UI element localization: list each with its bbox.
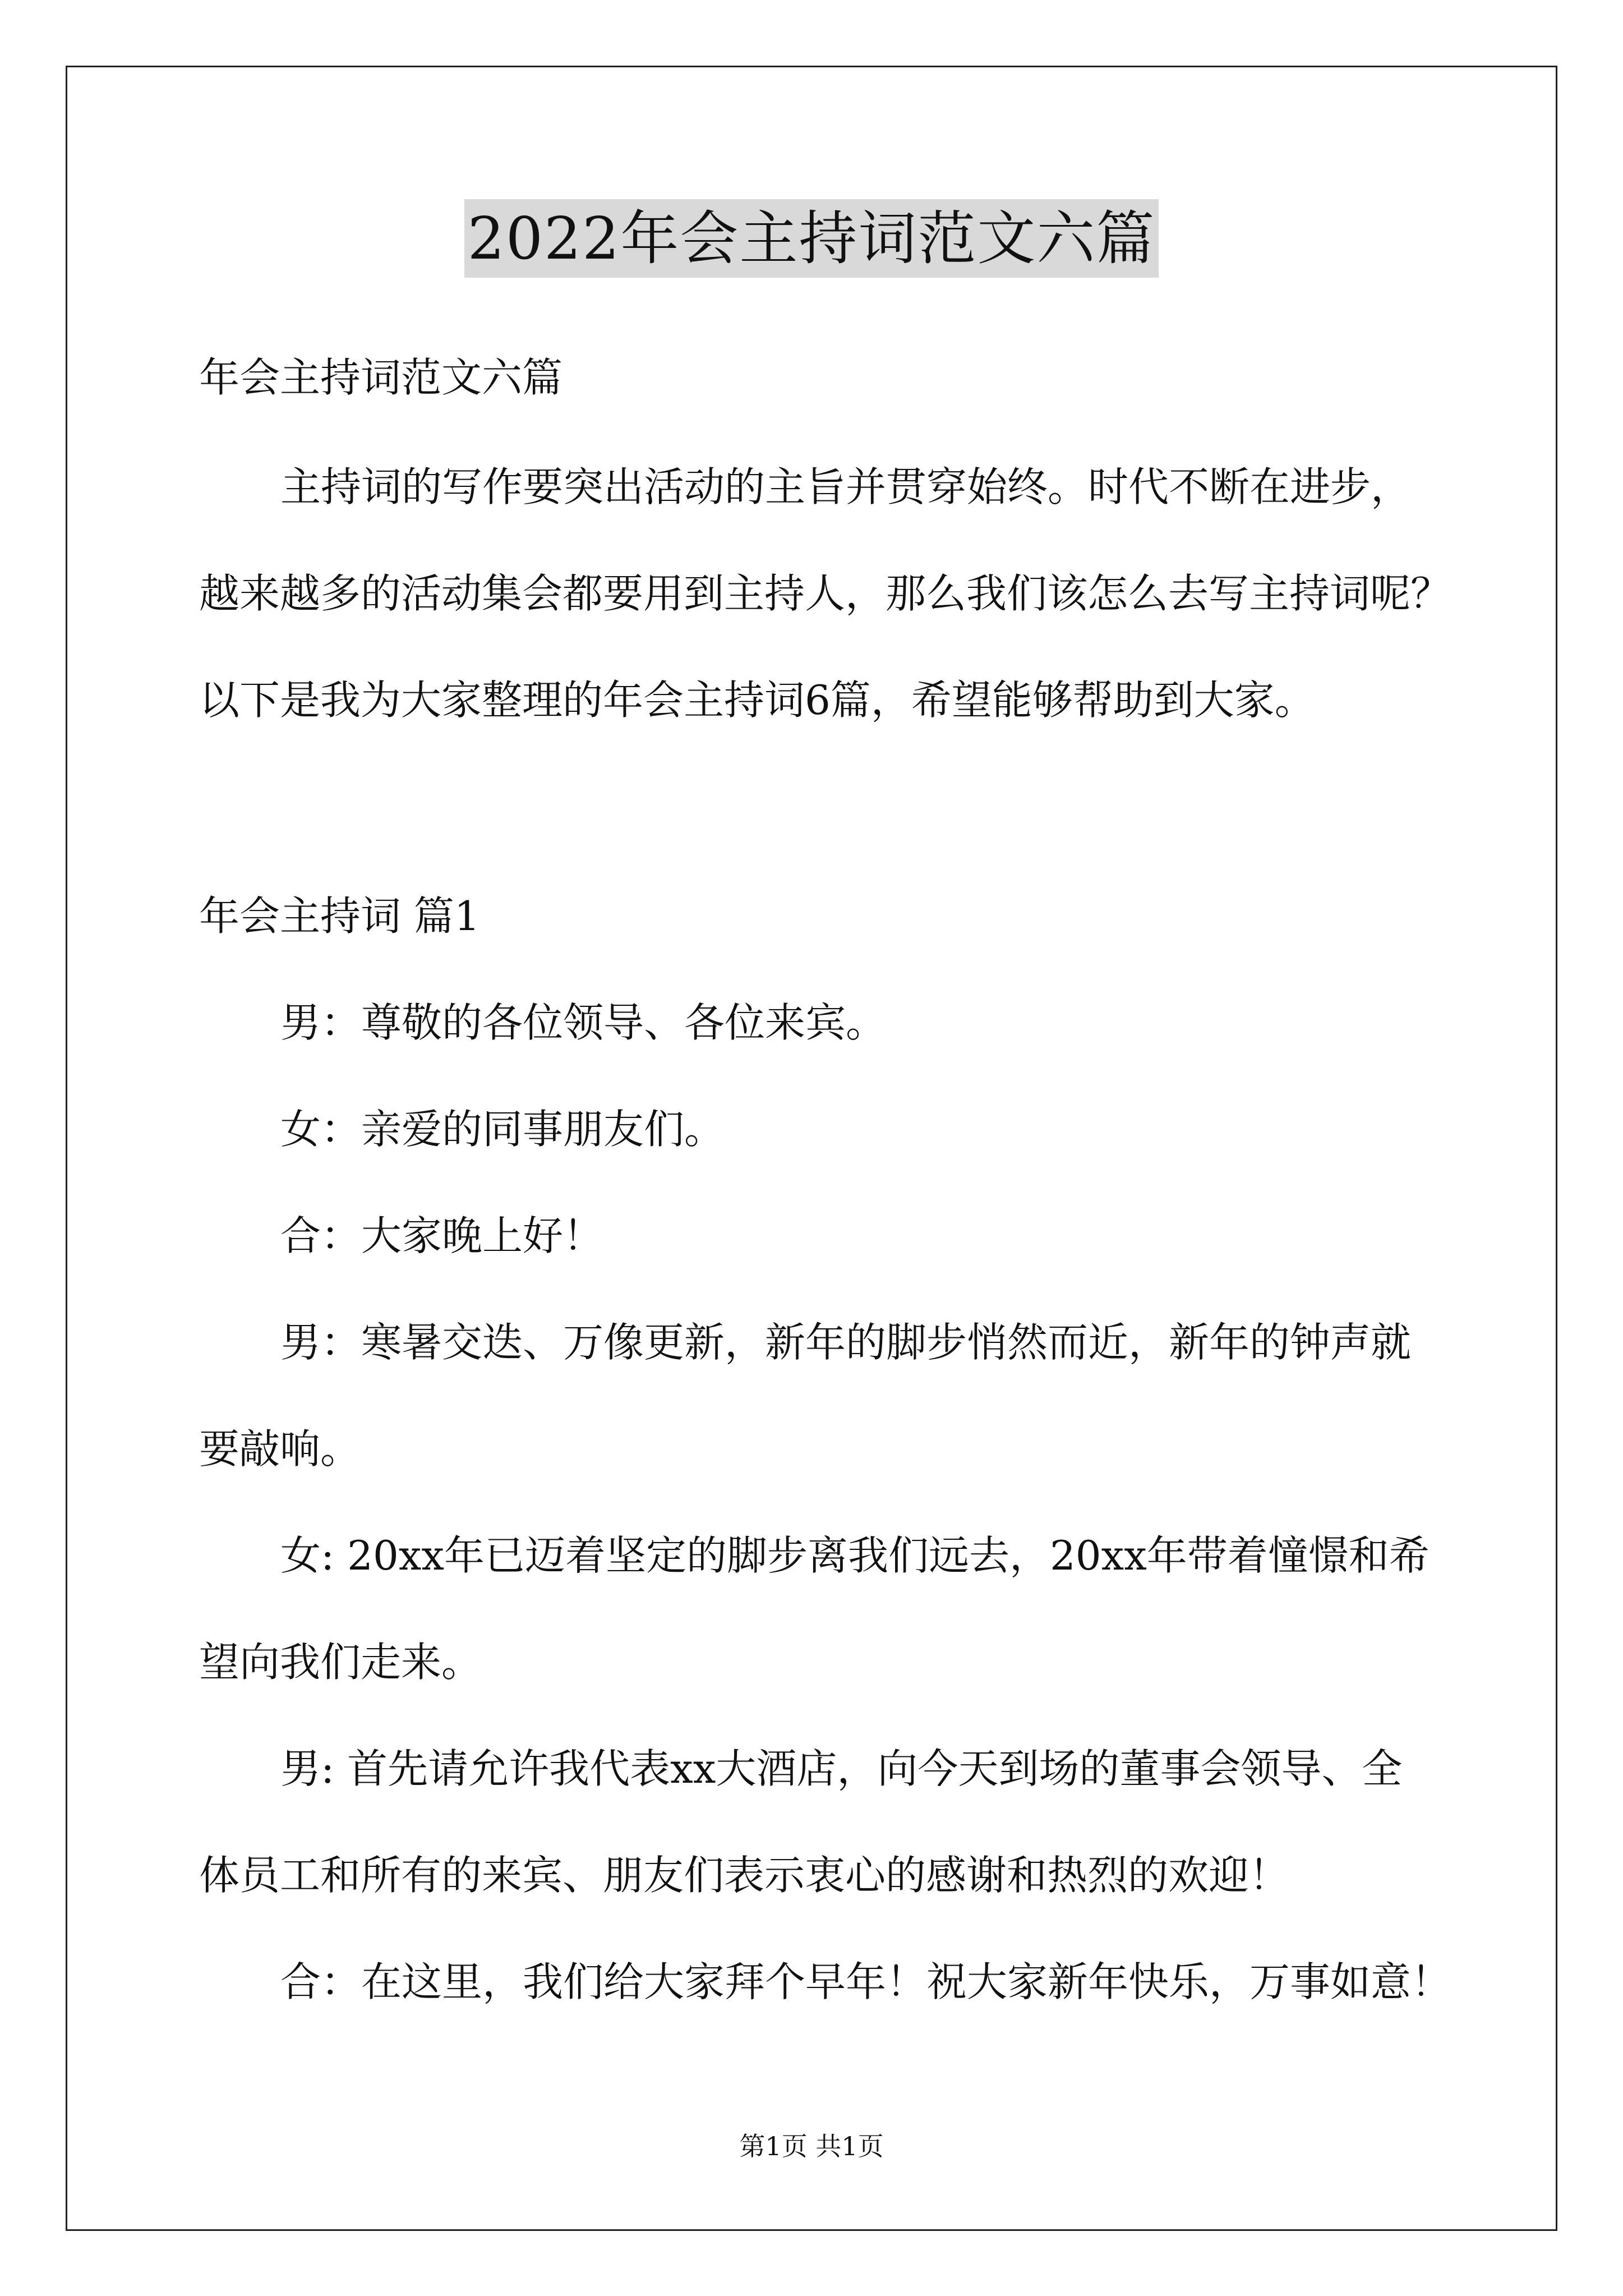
document-title: 2022年会主持词范文六篇 <box>464 199 1159 278</box>
dialogue-line: 合：在这里，我们给大家拜个早年！祝大家新年快乐，万事如意！ <box>280 1958 1452 2005</box>
intro-line-1: 主持词的写作要突出活动的主旨并贯穿始终。时代不断在进步， <box>280 463 1412 510</box>
dialogue-line: 合：大家晚上好！ <box>280 1212 604 1259</box>
document-subtitle: 年会主持词范文六篇 <box>199 354 563 401</box>
dialogue-line: 男：寒暑交迭、万像更新，新年的脚步悄然而近，新年的钟声就 <box>280 1319 1412 1366</box>
title-container <box>0 199 1623 278</box>
page-footer: 第1页 共1页 <box>739 2131 884 2161</box>
intro-line-2: 越来越多的活动集会都要用到主持人，那么我们该怎么去写主持词呢？ <box>199 570 1451 617</box>
dialogue-line: 望向我们走来。 <box>199 1639 482 1686</box>
dialogue-line: 要敲响。 <box>199 1425 361 1473</box>
dialogue-line: 女：亲爱的同事朋友们。 <box>280 1106 725 1153</box>
dialogue-line: 女: 20xx年已迈着坚定的脚步离我们远去，20xx年带着憧憬和希 <box>280 1532 1430 1579</box>
dialogue-line: 男: 首先请允许我代表xx大酒店，向今天到场的董事会领导、全 <box>280 1745 1403 1792</box>
section-heading: 年会主持词 篇1 <box>199 892 480 940</box>
dialogue-line: 体员工和所有的来宾、朋友们表示衷心的感谢和热烈的欢迎！ <box>199 1852 1290 1899</box>
intro-line-3: 以下是我为大家整理的年会主持词6篇，希望能够帮助到大家。 <box>199 677 1315 724</box>
dialogue-line: 男：尊敬的各位领导、各位来宾。 <box>280 999 887 1046</box>
